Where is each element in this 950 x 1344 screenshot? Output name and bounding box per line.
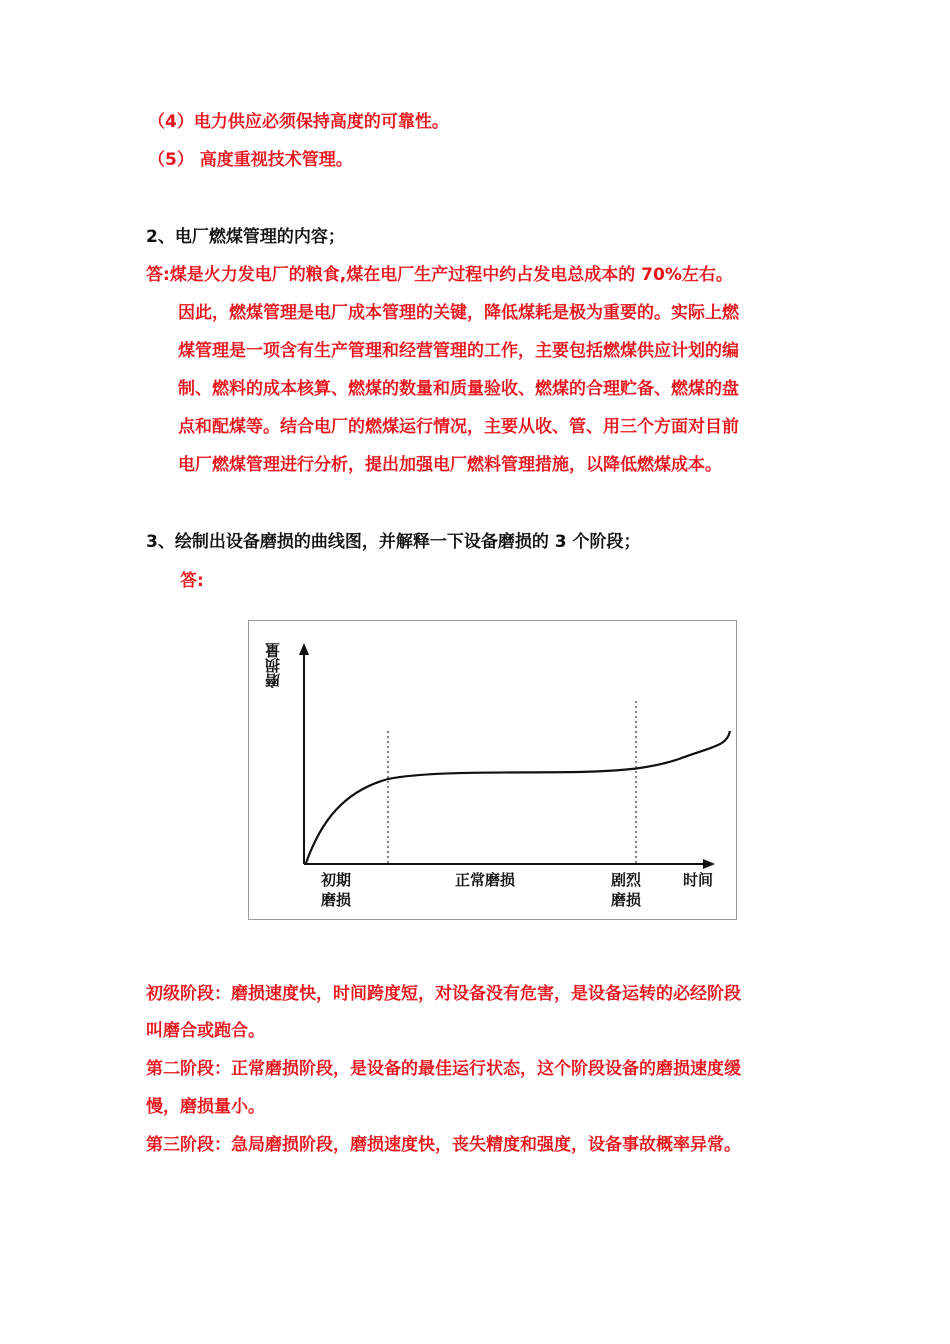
stage-1-label-line-2: 磨损 — [321, 891, 352, 909]
stage-2-label: 正常磨损 — [455, 871, 516, 889]
answer-2-line-3: 煤管理是一项含有生产管理和经营管理的工作，主要包括燃煤供应计划的编 — [178, 341, 739, 361]
answer-2-line-5: 点和配煤等。结合电厂的燃煤运行情况，主要从收、管、用三个方面对目前 — [178, 417, 739, 437]
stage-1-desc-line-2: 叫磨合或跑合。 — [146, 1021, 265, 1041]
wear-curve — [306, 731, 730, 863]
point-5: （5） 高度重视技术管理。 — [148, 150, 353, 170]
stage-3-label-line-1: 剧烈 — [611, 871, 642, 889]
answer-2-line-4: 制、燃料的成本核算、燃煤的数量和质量验收、燃煤的合理贮备、燃煤的盘 — [178, 379, 739, 399]
stage-3-label-line-2: 磨损 — [611, 891, 642, 909]
stage-2-desc-line-2: 慢，磨损量小。 — [146, 1097, 265, 1117]
wear-curve-figure — [248, 620, 737, 920]
stage-2-desc-line-1: 第二阶段：正常磨损阶段，是设备的最佳运行状态，这个阶段设备的磨损速度缓 — [146, 1059, 741, 1079]
y-axis-label: 磨损量 — [264, 643, 282, 688]
answer-2-line-2: 因此，燃煤管理是电厂成本管理的关键，降低煤耗是极为重要的。实际上燃 — [178, 303, 739, 323]
x-axis-arrow — [703, 859, 715, 869]
stage-3-desc-line-1: 第三阶段：急局磨损阶段，磨损速度快，丧失精度和强度，设备事故概率异常。 — [146, 1135, 741, 1155]
question-2: 2、电厂燃煤管理的内容； — [146, 227, 345, 247]
stage-1-label-line-1: 初期 — [321, 871, 352, 889]
stage-1-desc-line-1: 初级阶段：磨损速度快，时间跨度短，对设备没有危害，是设备运转的必经阶段 — [146, 984, 741, 1004]
answer-2-line-6: 电厂燃煤管理进行分析，提出加强电厂燃料管理措施，以降低燃煤成本。 — [178, 455, 722, 475]
answer-3-label: 答: — [180, 571, 204, 591]
answer-2-line-1: 答:煤是火力发电厂的粮食,煤在电厂生产过程中约占发电总成本的 70%左右。 — [146, 265, 733, 285]
point-4: （4）电力供应必须保持高度的可靠性。 — [148, 112, 449, 132]
y-axis-arrow — [299, 643, 309, 655]
x-axis-label: 时间 — [683, 871, 714, 889]
question-3: 3、绘制出设备磨损的曲线图，并解释一下设备磨损的 3 个阶段； — [146, 532, 641, 552]
